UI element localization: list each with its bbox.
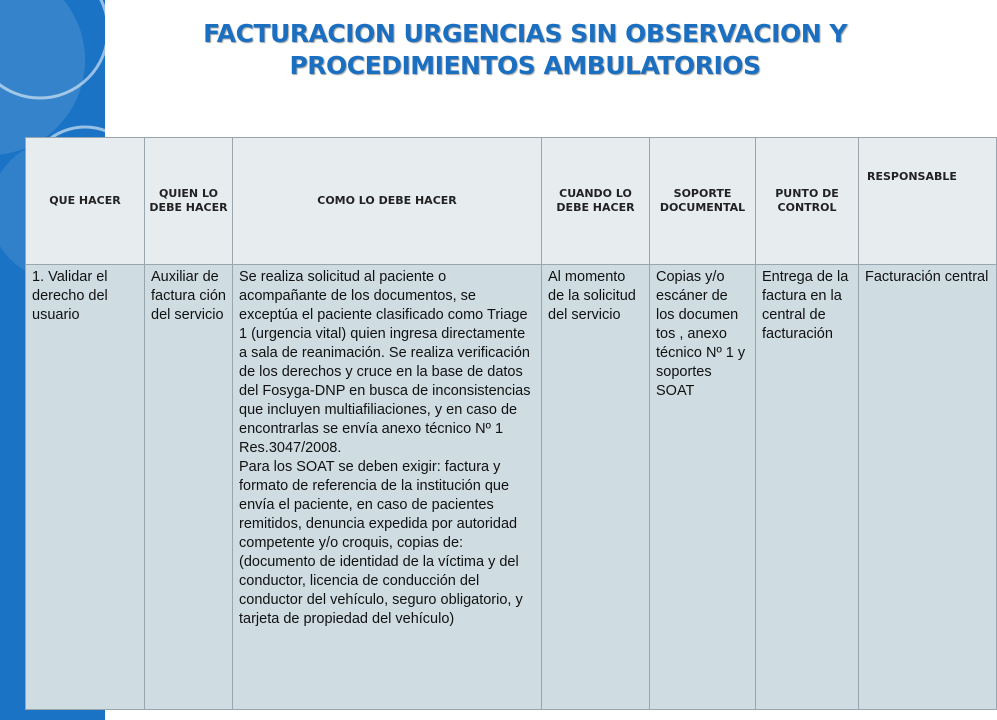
cell-quien: Auxiliar de factura ción del servicio bbox=[145, 265, 233, 710]
header-cuando: CUANDO LO DEBE HACER bbox=[542, 138, 650, 265]
header-soporte: SOPORTE DOCUMENTAL bbox=[650, 138, 756, 265]
title-line-2: PROCEDIMIENTOS AMBULATORIOS bbox=[289, 51, 761, 80]
header-punto-control: PUNTO DE CONTROL bbox=[756, 138, 859, 265]
slide-title bbox=[110, 18, 940, 82]
cell-punto: Entrega de la factura en la central de facturación bbox=[756, 265, 859, 710]
cell-que: 1. Validar el derecho del usuario bbox=[26, 265, 145, 710]
cell-soporte: Copias y/o escáner de los documen tos , anexo técnico Nº 1 y soportes SOAT bbox=[650, 265, 756, 710]
cell-cuando: Al momento de la solicitud del servicio bbox=[542, 265, 650, 710]
process-table bbox=[25, 137, 997, 710]
cell-responsable: Facturación central bbox=[859, 265, 997, 710]
title-line-1: FACTURACION URGENCIAS SIN OBSERVACION Y bbox=[203, 19, 847, 48]
como-paragraph-2: Para los SOAT se deben exigir: factura y formato de referencia de la institución que envía el paciente, en caso de pacientes remitidos, denuncia expedida por autoridad competente y/o croquis, copias de: (documento de identidad de la víctima y del conductor, licencia de conducción del conductor del vehículo, seguro obligatorio, y tarjeta de propiedad del vehículo) bbox=[239, 459, 523, 627]
header-que-hacer: QUE HACER bbox=[26, 138, 145, 265]
header-quien: QUIEN LO DEBE HACER bbox=[145, 138, 233, 265]
como-paragraph-1: Se realiza solicitud al paciente o acompañante de los documentos, se exceptúa el paciente clasificado como Triage 1 (urgencia vital) quien ingresa directamente a sala de reanimación. Se realiza verificación de los derechos y cruce en la base de datos del Fosyga-DNP en busca de inconsistencias que incluyen multiafiliaciones, y en caso de encontrarlas se envía anexo técnico Nº 1 Res.3047/2008. bbox=[239, 269, 531, 456]
cell-como bbox=[233, 265, 542, 710]
table-header-row bbox=[26, 138, 997, 265]
table-row bbox=[26, 265, 997, 710]
header-como: COMO LO DEBE HACER bbox=[233, 138, 542, 265]
header-responsable: RESPONSABLE bbox=[859, 138, 997, 265]
